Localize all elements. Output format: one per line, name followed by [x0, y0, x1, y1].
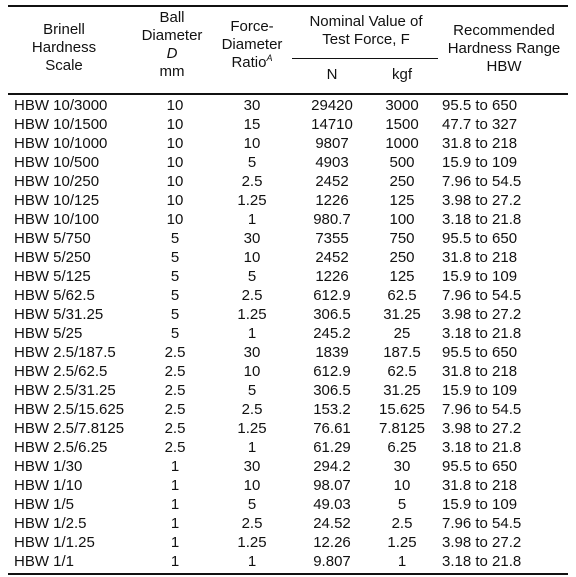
table-row: [8, 533, 568, 552]
cell-force-kgf: 62.5: [387, 363, 417, 380]
cell-ball-diameter: 2.5: [164, 382, 186, 399]
cell-ratio: 10: [243, 249, 261, 266]
cell-ratio: 5: [247, 154, 257, 171]
cell-hardness-range: 3.18 to 21.8: [442, 439, 522, 456]
cell-scale: HBW 5/62.5: [14, 287, 95, 304]
header-bottom-rule: [8, 93, 568, 95]
cell-force-n: 7355: [315, 230, 349, 247]
table-row: [8, 495, 568, 514]
cell-scale: HBW 2.5/187.5: [14, 344, 116, 361]
cell-force-kgf: 30: [393, 458, 411, 475]
cell-hardness-range: 47.7 to 327: [442, 116, 518, 133]
cell-force-kgf: 31.25: [383, 306, 421, 323]
table-row: [8, 419, 568, 438]
cell-ratio: 2.5: [241, 515, 263, 532]
header-scale-line: Brinell: [43, 21, 85, 38]
table-row: [8, 191, 568, 210]
cell-ratio: 5: [247, 268, 257, 285]
cell-hardness-range: 95.5 to 650: [442, 97, 518, 114]
cell-force-n: 1226: [315, 192, 349, 209]
cell-ratio: 1.25: [237, 306, 267, 323]
cell-scale: HBW 1/1.25: [14, 534, 95, 551]
cell-ratio: 1: [247, 325, 257, 342]
cell-ball-diameter: 1: [170, 496, 180, 513]
cell-force-kgf: 5: [397, 496, 407, 513]
table-row: [8, 96, 568, 115]
cell-ratio: 2.5: [241, 287, 263, 304]
cell-scale: HBW 1/30: [14, 458, 83, 475]
cell-scale: HBW 2.5/7.8125: [14, 420, 125, 437]
cell-force-kgf: 10: [393, 477, 411, 494]
header-ratio-line: Diameter: [221, 36, 283, 53]
cell-force-kgf: 100: [389, 211, 415, 228]
cell-ratio: 10: [243, 477, 261, 494]
cell-force-kgf: 125: [389, 192, 415, 209]
header-ball-unit: mm: [159, 63, 185, 80]
header-subgroup-rule: [292, 58, 438, 59]
header-ratio-line: Force-: [230, 18, 274, 35]
cell-ratio: 10: [243, 363, 261, 380]
cell-ball-diameter: 5: [170, 249, 180, 266]
table-row: [8, 229, 568, 248]
cell-scale: HBW 5/31.25: [14, 306, 104, 323]
cell-ball-diameter: 2.5: [164, 344, 186, 361]
cell-force-kgf: 6.25: [387, 439, 417, 456]
cell-ball-diameter: 10: [166, 192, 184, 209]
cell-force-kgf: 3000: [385, 97, 419, 114]
cell-force-n: 306.5: [313, 306, 351, 323]
table-row: [8, 115, 568, 134]
cell-force-n: 61.29: [313, 439, 351, 456]
cell-force-n: 9807: [315, 135, 349, 152]
cell-ball-diameter: 2.5: [164, 401, 186, 418]
header-force-diameter-ratio: [212, 18, 292, 72]
header-ratio-footnote-marker: A: [266, 53, 273, 63]
cell-ball-diameter: 2.5: [164, 420, 186, 437]
cell-force-kgf: 750: [389, 230, 415, 247]
cell-force-kgf: 250: [389, 173, 415, 190]
cell-force-kgf: 1: [397, 553, 407, 570]
cell-scale: HBW 1/1: [14, 553, 75, 570]
cell-ball-diameter: 2.5: [164, 363, 186, 380]
cell-hardness-range: 15.9 to 109: [442, 382, 518, 399]
table-row: [8, 381, 568, 400]
cell-force-kgf: 500: [389, 154, 415, 171]
cell-ball-diameter: 1: [170, 553, 180, 570]
table-top-rule: [8, 5, 568, 7]
cell-force-kgf: 31.25: [383, 382, 421, 399]
cell-force-n: 245.2: [313, 325, 351, 342]
cell-ratio: 1.25: [237, 534, 267, 551]
cell-hardness-range: 95.5 to 650: [442, 458, 518, 475]
cell-ratio: 2.5: [241, 173, 263, 190]
header-force-n: N: [326, 66, 338, 83]
cell-hardness-range: 3.98 to 27.2: [442, 534, 522, 551]
cell-scale: HBW 5/750: [14, 230, 91, 247]
cell-ratio: 1: [247, 553, 257, 570]
cell-force-n: 98.07: [313, 477, 351, 494]
table-row: [8, 305, 568, 324]
cell-force-n: 2452: [315, 249, 349, 266]
cell-ball-diameter: 1: [170, 534, 180, 551]
cell-force-n: 4903: [315, 154, 349, 171]
cell-hardness-range: 7.96 to 54.5: [442, 287, 522, 304]
header-force-line: Test Force, F: [322, 31, 410, 48]
cell-ratio: 30: [243, 230, 261, 247]
cell-force-n: 306.5: [313, 382, 351, 399]
cell-ball-diameter: 5: [170, 287, 180, 304]
table-row: [8, 286, 568, 305]
cell-ratio: 1: [247, 439, 257, 456]
table-row: [8, 514, 568, 533]
cell-ball-diameter: 10: [166, 135, 184, 152]
cell-force-kgf: 1000: [385, 135, 419, 152]
cell-scale: HBW 10/250: [14, 173, 100, 190]
cell-force-n: 980.7: [313, 211, 351, 228]
header-ratio-word: Ratio: [231, 54, 267, 71]
cell-force-n: 612.9: [313, 287, 351, 304]
cell-force-n: 1226: [315, 268, 349, 285]
cell-force-n: 14710: [311, 116, 353, 133]
header-scale: [16, 21, 112, 75]
table-row: [8, 476, 568, 495]
cell-ratio: 30: [243, 97, 261, 114]
cell-ball-diameter: 5: [170, 268, 180, 285]
cell-ball-diameter: 10: [166, 173, 184, 190]
cell-hardness-range: 15.9 to 109: [442, 496, 518, 513]
cell-ball-diameter: 5: [170, 306, 180, 323]
table-row: [8, 172, 568, 191]
table-row: [8, 134, 568, 153]
cell-force-kgf: 250: [389, 249, 415, 266]
cell-ratio: 15: [243, 116, 261, 133]
cell-ball-diameter: 10: [166, 97, 184, 114]
cell-hardness-range: 3.98 to 27.2: [442, 192, 522, 209]
cell-ratio: 30: [243, 344, 261, 361]
cell-force-n: 9.807: [313, 553, 351, 570]
cell-scale: HBW 5/250: [14, 249, 91, 266]
cell-scale: HBW 1/5: [14, 496, 75, 513]
cell-ball-diameter: 1: [170, 458, 180, 475]
header-ratio-line-3: [212, 54, 292, 72]
cell-hardness-range: 31.8 to 218: [442, 135, 518, 152]
cell-ball-diameter: 10: [166, 154, 184, 171]
cell-hardness-range: 3.18 to 21.8: [442, 211, 522, 228]
cell-scale: HBW 2.5/31.25: [14, 382, 116, 399]
header-range-line: Hardness Range: [447, 40, 561, 57]
cell-scale: HBW 10/500: [14, 154, 100, 171]
cell-force-n: 1839: [315, 344, 349, 361]
header-ball-line: Diameter: [141, 27, 203, 44]
cell-ratio: 1.25: [237, 192, 267, 209]
cell-force-n: 612.9: [313, 363, 351, 380]
cell-hardness-range: 7.96 to 54.5: [442, 173, 522, 190]
header-ball-symbol: D: [166, 45, 178, 62]
table-row: [8, 362, 568, 381]
table-row: [8, 438, 568, 457]
cell-hardness-range: 31.8 to 218: [442, 477, 518, 494]
cell-force-kgf: 187.5: [383, 344, 421, 361]
cell-scale: HBW 5/125: [14, 268, 91, 285]
table-row: [8, 324, 568, 343]
cell-force-n: 24.52: [313, 515, 351, 532]
cell-force-kgf: 7.8125: [379, 420, 425, 437]
cell-ball-diameter: 1: [170, 477, 180, 494]
cell-scale: HBW 10/1500: [14, 116, 108, 133]
cell-hardness-range: 3.18 to 21.8: [442, 553, 522, 570]
cell-force-kgf: 25: [393, 325, 411, 342]
cell-ball-diameter: 5: [170, 325, 180, 342]
cell-scale: HBW 10/100: [14, 211, 100, 228]
cell-ball-diameter: 10: [166, 211, 184, 228]
header-ball-line: Ball: [159, 9, 185, 26]
cell-ratio: 1: [247, 211, 257, 228]
header-force-line: Nominal Value of: [309, 13, 423, 30]
header-ball-diameter: [140, 9, 204, 81]
cell-ratio: 2.5: [241, 401, 263, 418]
cell-force-kgf: 125: [389, 268, 415, 285]
cell-hardness-range: 15.9 to 109: [442, 268, 518, 285]
table-row: [8, 153, 568, 172]
cell-hardness-range: 95.5 to 650: [442, 344, 518, 361]
cell-ratio: 10: [243, 135, 261, 152]
cell-hardness-range: 31.8 to 218: [442, 249, 518, 266]
table-row: [8, 343, 568, 362]
cell-ratio: 1.25: [237, 420, 267, 437]
header-range-line: Recommended: [453, 22, 555, 39]
cell-hardness-range: 3.98 to 27.2: [442, 306, 522, 323]
cell-force-kgf: 1500: [385, 116, 419, 133]
header-range-line: HBW: [486, 58, 522, 75]
cell-scale: HBW 2.5/15.625: [14, 401, 125, 418]
cell-scale: HBW 2.5/62.5: [14, 363, 108, 380]
table-bottom-rule: [8, 573, 568, 575]
cell-scale: HBW 2.5/6.25: [14, 439, 108, 456]
cell-ball-diameter: 1: [170, 515, 180, 532]
table-body: [8, 96, 568, 571]
cell-ball-diameter: 5: [170, 230, 180, 247]
cell-scale: HBW 5/25: [14, 325, 83, 342]
cell-hardness-range: 95.5 to 650: [442, 230, 518, 247]
cell-ratio: 5: [247, 382, 257, 399]
cell-force-kgf: 1.25: [387, 534, 417, 551]
header-test-force: [296, 13, 436, 49]
cell-force-n: 294.2: [313, 458, 351, 475]
cell-force-kgf: 2.5: [391, 515, 413, 532]
cell-scale: HBW 1/10: [14, 477, 83, 494]
cell-force-kgf: 62.5: [387, 287, 417, 304]
cell-scale: HBW 10/125: [14, 192, 100, 209]
cell-hardness-range: 31.8 to 218: [442, 363, 518, 380]
header-hardness-range: [440, 22, 568, 76]
table-row: [8, 210, 568, 229]
table-row: [8, 552, 568, 571]
cell-force-n: 49.03: [313, 496, 351, 513]
cell-ball-diameter: 2.5: [164, 439, 186, 456]
cell-hardness-range: 15.9 to 109: [442, 154, 518, 171]
table-row: [8, 248, 568, 267]
cell-ratio: 5: [247, 496, 257, 513]
cell-scale: HBW 10/1000: [14, 135, 108, 152]
cell-force-n: 12.26: [313, 534, 351, 551]
cell-hardness-range: 7.96 to 54.5: [442, 515, 522, 532]
cell-ratio: 30: [243, 458, 261, 475]
cell-force-n: 76.61: [313, 420, 351, 437]
table-row: [8, 457, 568, 476]
header-force-kgf: kgf: [391, 66, 412, 83]
cell-force-n: 153.2: [313, 401, 351, 418]
cell-hardness-range: 3.98 to 27.2: [442, 420, 522, 437]
table-row: [8, 400, 568, 419]
cell-scale: HBW 10/3000: [14, 97, 108, 114]
cell-force-n: 2452: [315, 173, 349, 190]
header-scale-line: Scale: [45, 57, 83, 74]
table-row: [8, 267, 568, 286]
cell-ball-diameter: 10: [166, 116, 184, 133]
cell-hardness-range: 7.96 to 54.5: [442, 401, 522, 418]
header-scale-line: Hardness: [31, 39, 97, 56]
cell-hardness-range: 3.18 to 21.8: [442, 325, 522, 342]
cell-force-kgf: 15.625: [379, 401, 425, 418]
cell-force-n: 29420: [311, 97, 353, 114]
cell-scale: HBW 1/2.5: [14, 515, 87, 532]
